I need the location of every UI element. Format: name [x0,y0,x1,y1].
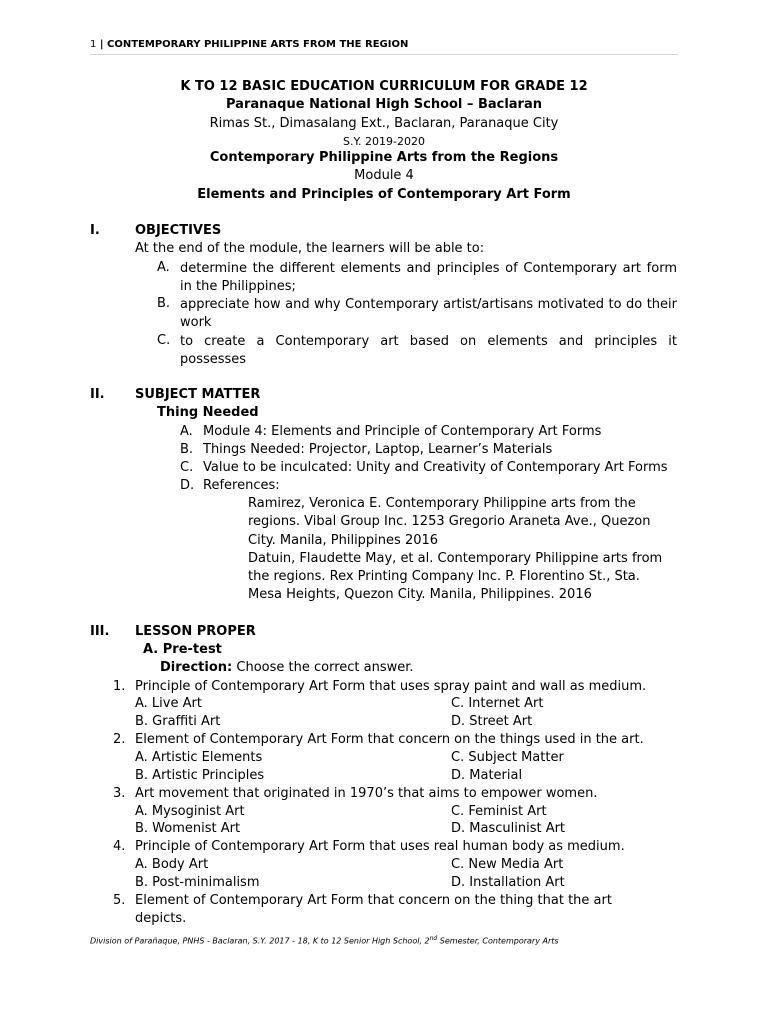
objective-item: appreciate how and why Contemporary artist/artisans motivated to do their work [180,297,677,330]
page-number: 1 [90,39,97,50]
answer-choice: D. Masculinist Art [451,821,566,836]
objective-item: to create a Contemporary art based on elements and principles it possesses [180,334,677,367]
section-numeral: II. [90,387,105,402]
question-number: 5. [113,893,126,908]
answer-choice: C. Internet Art [451,696,544,711]
list-letter: A. [180,424,193,439]
school-name: Paranaque National High School – Baclaran [226,97,542,112]
question-number: 2. [113,732,126,747]
answer-choice: D. Street Art [451,714,533,729]
reference-line: Datuin, Flaudette May, et al. Contemporary Philippine arts from [248,551,663,566]
answer-choice: B. Artistic Principles [135,768,265,783]
pretest-heading: A. Pre-test [143,642,222,657]
answer-choice: A. Body Art [135,857,209,872]
list-letter: A. [157,260,170,275]
answer-choice: A. Artistic Elements [135,750,263,765]
answer-choice: A. Live Art [135,696,202,711]
list-letter: B. [157,296,171,311]
answer-choice: C. Subject Matter [451,750,564,765]
answer-choice: D. Installation Art [451,875,565,890]
question-text: Art movement that originated in 1970’s that aims to empower women. [135,786,598,801]
question-text: Principle of Contemporary Art Form that uses spray paint and wall as medium. [135,679,647,694]
footer-superscript: nd [429,935,438,942]
subject-item: Module 4: Elements and Principle of Contemporary Art Forms [203,424,602,439]
reference-line: Mesa Heights, Quezon City. Manila, Philippines. 2016 [248,587,592,602]
question-number: 1. [113,679,126,694]
question-number: 3. [113,786,126,801]
answer-choice: A. Mysoginist Art [135,804,245,819]
direction-text: Choose the correct answer. [232,660,414,675]
reference-line: regions. Vibal Group Inc. 1253 Gregorio Araneta Ave., Quezon [248,514,651,529]
module-number: Module 4 [354,168,414,183]
question-text: Element of Contemporary Art Form that concern on the things used in the art. [135,732,644,747]
answer-choice: B. Post-minimalism [135,875,260,890]
subject-item: Things Needed: Projector, Laptop, Learner’s Materials [203,442,553,457]
answer-choice: C. New Media Art [451,857,564,872]
module-topic: Elements and Principles of Contemporary Art Form [197,187,571,202]
page-footer [90,935,559,946]
answer-choice: D. Material [451,768,523,783]
section-heading: OBJECTIVES [135,223,222,238]
question-text: Principle of Contemporary Art Form that uses real human body as medium. [135,839,625,854]
subject-title: Contemporary Philippine Arts from the Regions [209,150,559,165]
direction-line [160,660,414,675]
footer-text: Division of Parañaque, PNHS - Baclaran, S.Y. 2017 - 18, K to 12 Senior High School, 2 [90,936,430,946]
list-letter: C. [180,460,194,475]
question-number: 4. [113,839,126,854]
reference-line: the regions. Rex Printing Company Inc. P. Florentino St., Sta. [248,569,640,584]
list-letter: D. [180,478,195,493]
curriculum-title: K TO 12 BASIC EDUCATION CURRICULUM FOR GRADE 12 [180,79,588,94]
page-header [90,38,678,55]
header-separator: | [99,39,104,50]
subject-item: Value to be inculcated: Unity and Creativity of Contemporary Art Forms [203,460,668,475]
answer-choice: B. Womenist Art [135,821,241,836]
school-year: S.Y. 2019-2020 [343,135,425,148]
school-address: Rimas St., Dimasalang Ext., Baclaran, Paranaque City [209,116,559,131]
objective-item: determine the different elements and principles of Contemporary art form in the Philippines; [180,261,677,294]
list-letter: C. [157,333,171,348]
question-text-continued: depicts. [135,911,187,926]
reference-line: Ramirez, Veronica E. Contemporary Philippine arts from the [248,496,636,511]
subject-item: References: [203,478,280,493]
question-text: Element of Contemporary Art Form that concern on the thing that the art [135,893,612,908]
list-letter: B. [180,442,194,457]
footer-text-end: Semester, Contemporary Arts [437,936,559,946]
section-heading: SUBJECT MATTER [135,387,261,402]
objectives-intro: At the end of the module, the learners will be able to: [135,241,485,256]
reference-line: City. Manila, Philippines 2016 [248,533,439,548]
answer-choice: C. Feminist Art [451,804,547,819]
subsection-heading: Thing Needed [157,405,259,420]
direction-label: Direction: [160,660,233,675]
section-heading: LESSON PROPER [135,624,256,639]
section-numeral: I. [90,223,100,238]
answer-choice: B. Graffiti Art [135,714,221,729]
header-title: CONTEMPORARY PHILIPPINE ARTS FROM THE REGION [107,39,409,50]
section-numeral: III. [90,624,110,639]
